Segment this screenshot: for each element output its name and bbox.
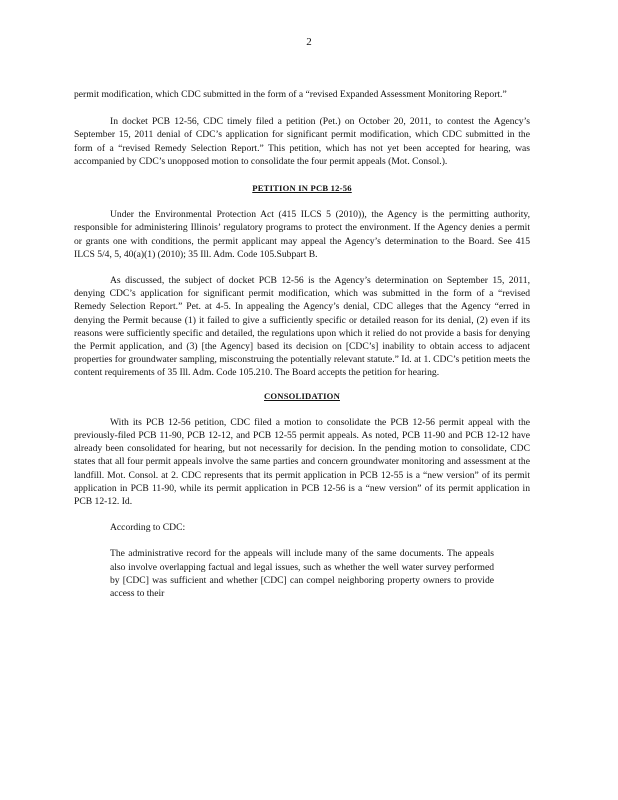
heading-petition: PETITION IN PCB 12-56 — [252, 183, 352, 194]
block-quote: The administrative record for the appeals will include many of the same documents. The appeals also involve overlapping factual and legal issues, such as whether the well water survey performed by [CDC] was sufficient and whether [CDC] can compel neighboring property owners to provide access to their — [110, 548, 494, 600]
paragraph-permit-modification: permit modification, which CDC submitted in the form of a “revised Expanded Assessment Monitoring Report.” — [74, 89, 507, 100]
paragraph-subject-of-docket: As discussed, the subject of docket PCB 12-56 is the Agency’s determination on September 15, 2011, denying CDC’s application for significant permit modification, which was submitted in the form of a “revised Remedy Selection Report.” Pet. at 4-5. In appealing the Agency’s denial, CDC alleges that the Agency “erred in denying the Permit because (1) it failed to give a sufficiently specific or detailed reason for its denial, (2) even if its reasons were sufficiently specific and detailed, the regulations upon which it relied do not provide a basis for denying the Permit application, and (3) [the Agency] based its decision on [CDC’s] inability to obtain access to adjacent properties for groundwater sampling, misconstruing the potentially relevant statute.” Id. at 1. CDC’s petition meets the content requirements of 35 Ill. Adm. Code 105.210. The Board accepts the petition for hearing. — [74, 275, 530, 379]
heading-consolidation: CONSOLIDATION — [264, 390, 340, 401]
page-number: 2 — [306, 36, 312, 48]
paragraph-according-to-cdc: According to CDC: — [110, 522, 186, 534]
paragraph-docket-pcb-12-56: In docket PCB 12-56, CDC timely filed a petition (Pet.) on October 20, 2011, to contest the Agency’s September 15, 2011 denial of CDC’s application for significant permit modification, which CDC submitted in the form of a “revised Remedy Selection Report.” This petition, which has not yet been accepted for hearing, was accompanied by CDC’s unopposed motion to consolidate the four permit appeals (Mot. Consol.). — [74, 116, 530, 167]
paragraph-environmental-protection-act: Under the Environmental Protection Act (415 ILCS 5 (2010)), the Agency is the permitting authority, responsible for administering Illinois’ regulatory programs to protect the environment. If the Agency denies a permit or grants one with conditions, the permit applicant may appeal the Agency’s determination to the Board. See 415 ILCS 5/4, 5, 40(a)(1) (2010); 35 Ill. Adm. Code 105.Subpart B. — [74, 209, 530, 260]
paragraph-motion-to-consolidate: With its PCB 12-56 petition, CDC filed a motion to consolidate the PCB 12-56 permit appeal with the previously-filed PCB 11-90, PCB 12-12, and PCB 12-55 permit appeals. As noted, PCB 11-90 and PCB 12-12 have already been consolidated for hearing, but not necessarily for decision. In the pending motion to consolidate, CDC states that all four permit appeals involve the same parties and concern groundwater monitoring and assessment at the landfill. Mot. Consol. at 2. CDC represents that its permit application in PCB 12-55 is a “new version” of its permit application in PCB 11-90, while its permit application in PCB 12-56 is a “new version” of its permit application in PCB 12-12. Id. — [74, 416, 530, 508]
document-body — [74, 88, 530, 600]
